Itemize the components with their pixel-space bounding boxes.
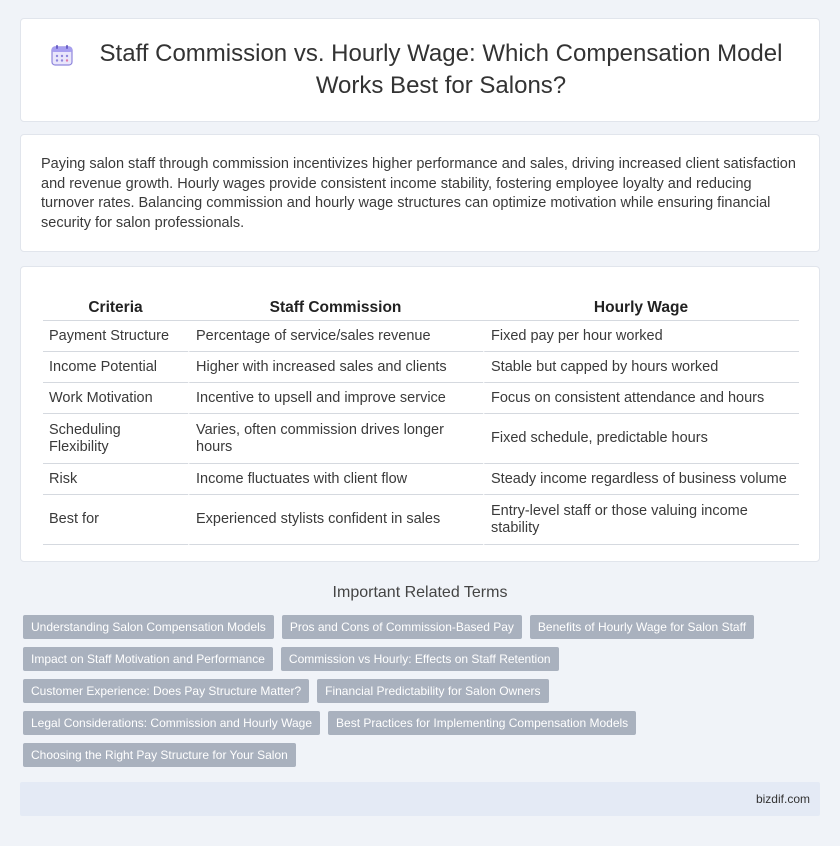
criteria-cell: Work Motivation — [43, 383, 188, 414]
commission-cell: Varies, often commission drives longer hours — [188, 414, 483, 464]
related-tag[interactable]: Legal Considerations: Commission and Hourly Wage — [23, 711, 320, 735]
header-staff-commission: Staff Commission — [188, 295, 483, 321]
criteria-cell: Payment Structure — [43, 321, 188, 352]
title-wrap — [51, 38, 789, 102]
criteria-cell: Scheduling Flexibility — [43, 414, 188, 464]
criteria-cell: Income Potential — [43, 352, 188, 383]
related-tag[interactable]: Choosing the Right Pay Structure for Your Salon — [23, 743, 296, 767]
intro-card — [20, 134, 820, 252]
hourly-cell: Entry-level staff or those valuing income stability — [483, 495, 799, 545]
table-row — [43, 383, 799, 414]
commission-cell: Experienced stylists confident in sales — [188, 495, 483, 545]
commission-cell: Incentive to upsell and improve service — [188, 383, 483, 414]
commission-cell: Higher with increased sales and clients — [188, 352, 483, 383]
table-header-row — [43, 295, 799, 321]
related-tag[interactable]: Impact on Staff Motivation and Performance — [23, 647, 273, 671]
commission-cell: Income fluctuates with client flow — [188, 464, 483, 495]
related-tag[interactable]: Best Practices for Implementing Compensation Models — [328, 711, 636, 735]
hourly-cell: Focus on consistent attendance and hours — [483, 383, 799, 414]
hourly-cell: Fixed pay per hour worked — [483, 321, 799, 352]
criteria-cell: Risk — [43, 464, 188, 495]
related-tag[interactable]: Financial Predictability for Salon Owners — [317, 679, 548, 703]
intro-text: Paying salon staff through commission incentivizes higher performance and sales, driving increased client satisfaction and revenue growth. Hourly wages provide consistent income stability, fostering employee loyalty and reducing turnover rates. Balancing commission and hourly wage structures can optimize motivation while ensuring financial security for salon professionals. — [41, 156, 796, 231]
related-tag[interactable]: Commission vs Hourly: Effects on Staff Retention — [281, 647, 559, 671]
hourly-cell: Fixed schedule, predictable hours — [483, 414, 799, 464]
related-tag[interactable]: Understanding Salon Compensation Models — [23, 615, 274, 639]
related-tags — [23, 615, 823, 767]
related-tag[interactable]: Pros and Cons of Commission-Based Pay — [282, 615, 522, 639]
related-tag[interactable]: Customer Experience: Does Pay Structure Matter? — [23, 679, 309, 703]
hourly-cell: Stable but capped by hours worked — [483, 352, 799, 383]
header-hourly-wage: Hourly Wage — [483, 295, 799, 321]
footer-site-link[interactable]: bizdif.com — [755, 792, 810, 806]
footer — [20, 782, 820, 816]
table-row — [43, 495, 799, 545]
calendar-icon — [51, 44, 73, 66]
table-row — [43, 414, 799, 464]
header-criteria: Criteria — [43, 295, 188, 321]
comparison-card — [20, 266, 820, 562]
table-row — [43, 464, 799, 495]
table-row — [43, 321, 799, 352]
title-card — [20, 18, 820, 122]
comparison-table — [43, 295, 799, 545]
commission-cell: Percentage of service/sales revenue — [188, 321, 483, 352]
hourly-cell: Steady income regardless of business volume — [483, 464, 799, 495]
related-terms-heading: Important Related Terms — [332, 584, 508, 601]
criteria-cell: Best for — [43, 495, 188, 545]
related-tag[interactable]: Benefits of Hourly Wage for Salon Staff — [530, 615, 754, 639]
page-title: Staff Commission vs. Hourly Wage: Which Compensation Model Works Best for Salons? — [99, 40, 783, 99]
table-row — [43, 352, 799, 383]
